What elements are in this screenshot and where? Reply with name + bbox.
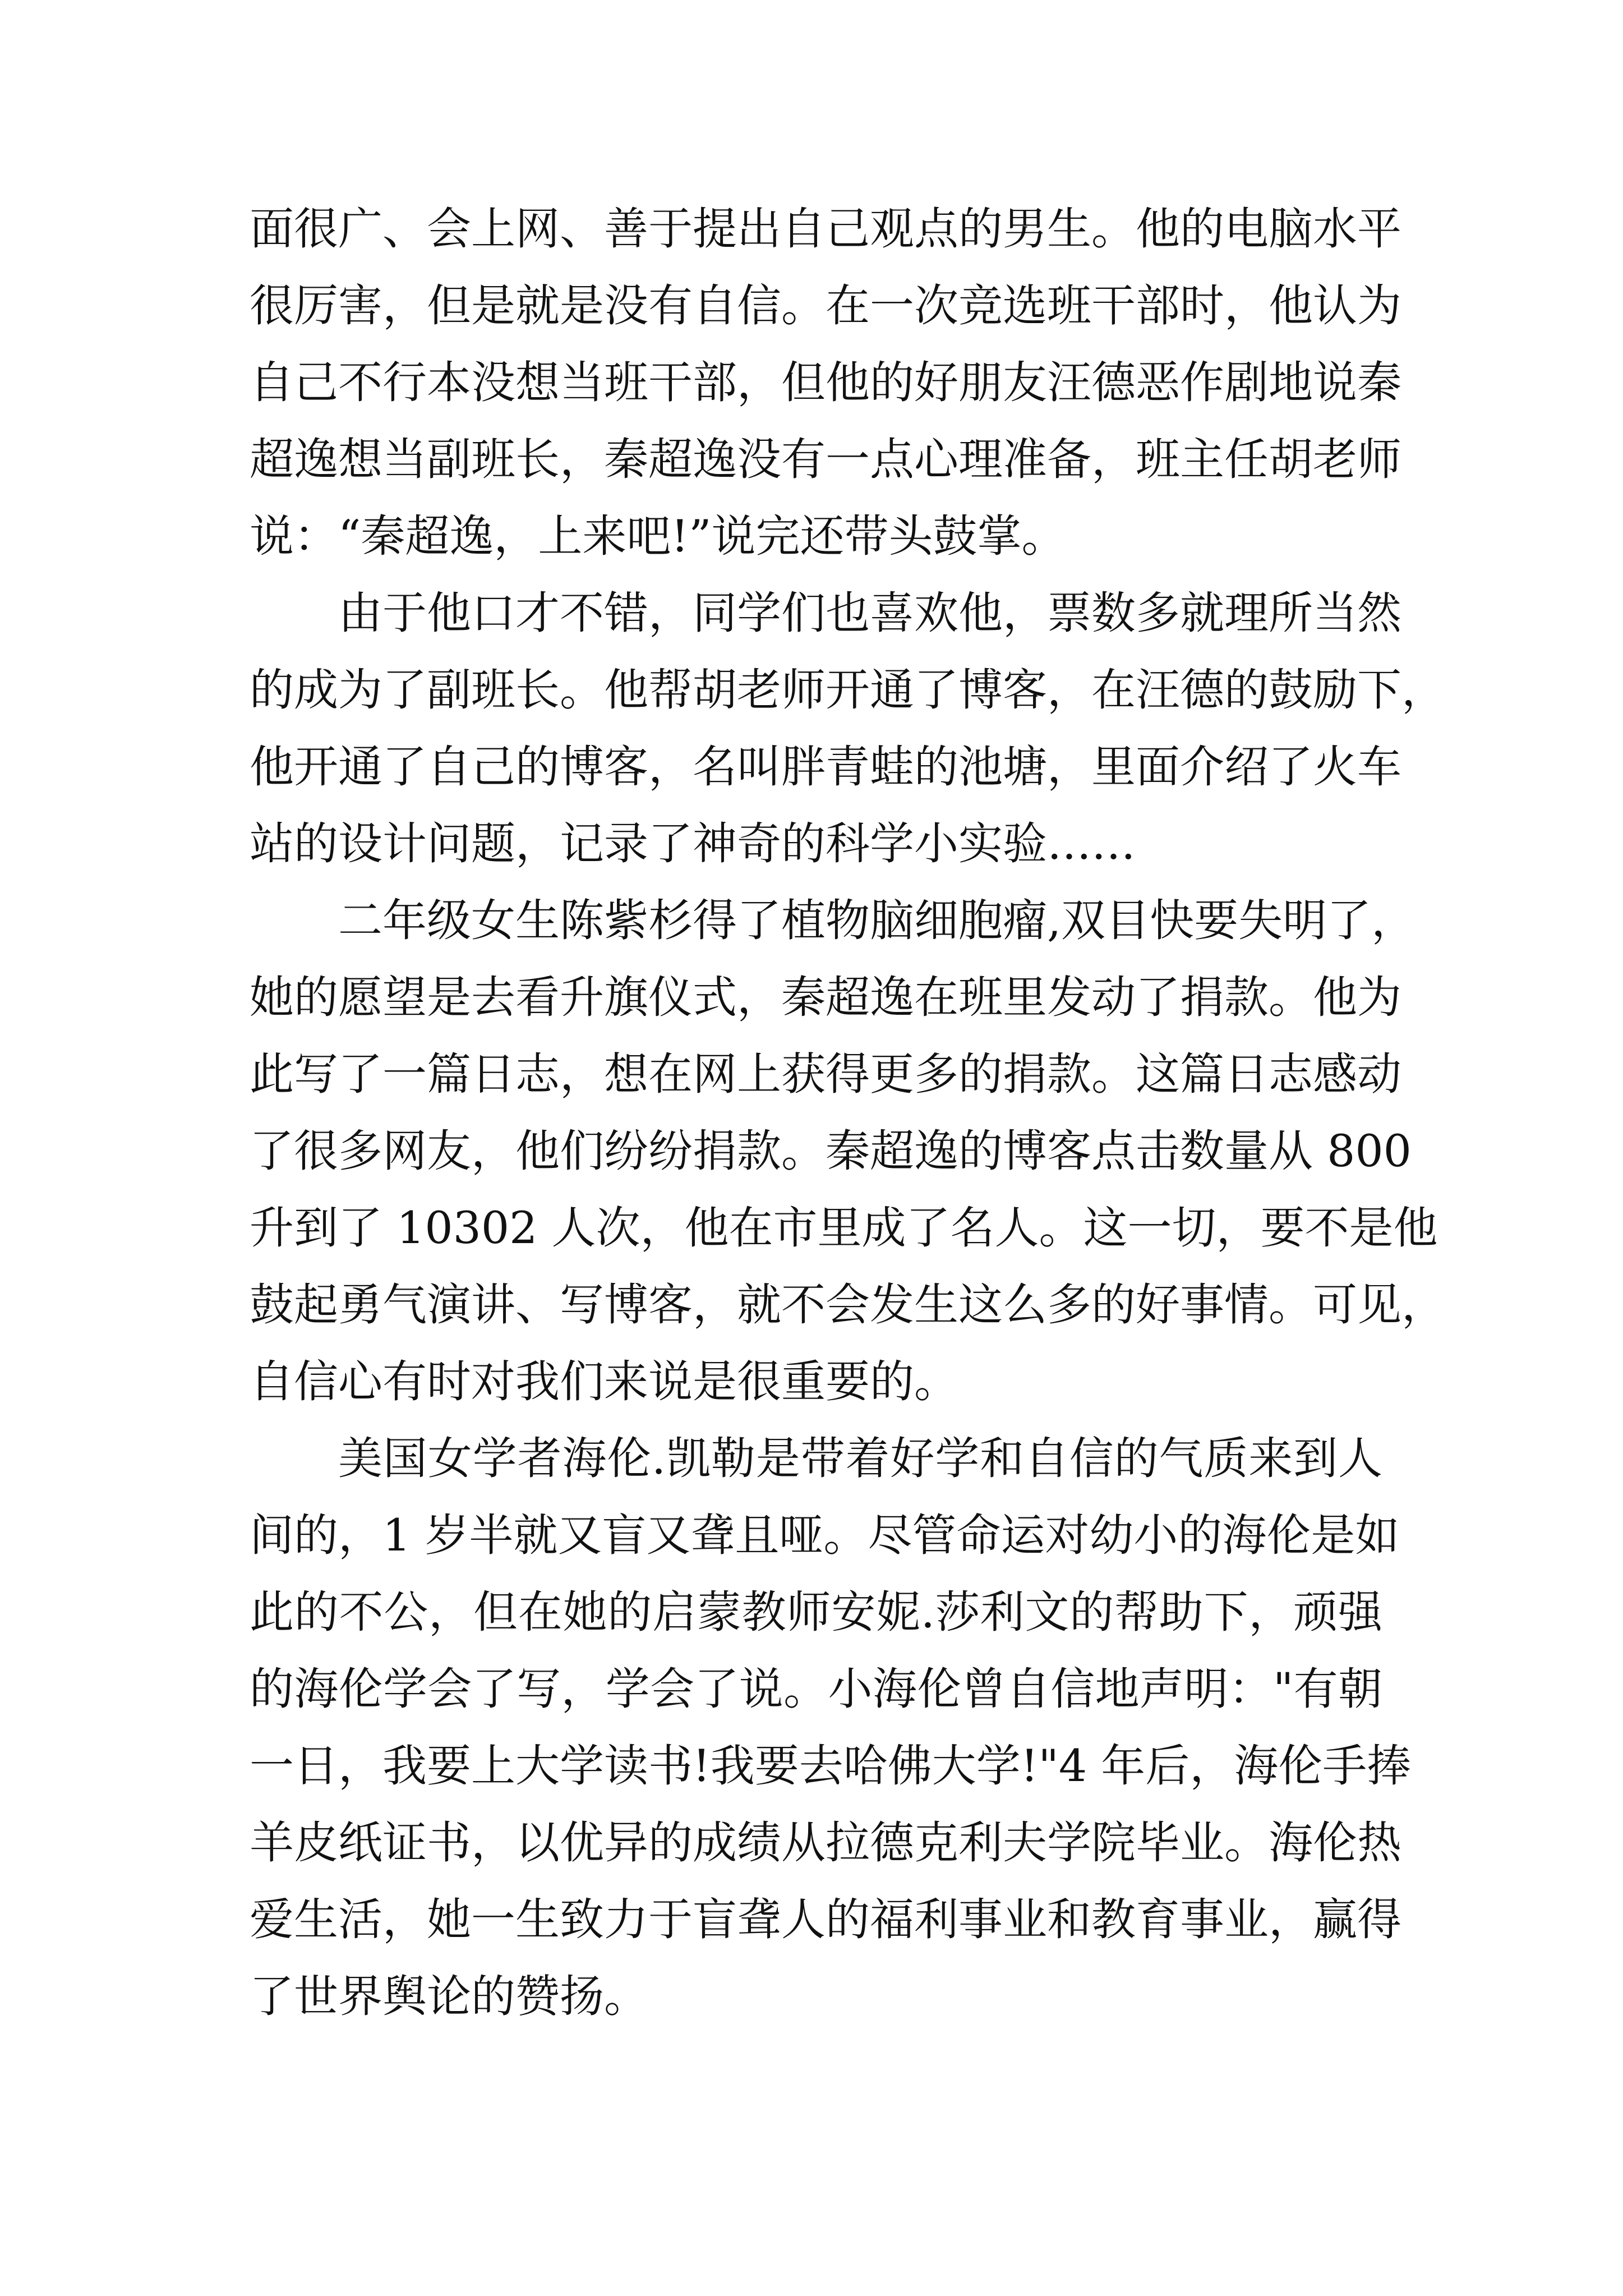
paragraph-continuation <box>250 191 1401 575</box>
text-line: 的成为了副班长。他帮胡老师开通了博客，在汪德的鼓励下， <box>250 664 1446 716</box>
paragraph-donation <box>250 882 1446 1420</box>
text-line: 此写了一篇日志，想在网上获得更多的捐款。这篇日志感动 <box>250 1048 1401 1100</box>
text-line: 自己不行本没想当班干部，但他的好朋友汪德恶作剧地说秦 <box>250 357 1401 408</box>
text-line: 的海伦学会了写，学会了说。小海伦曾自信地声明："有朝 <box>250 1663 1382 1715</box>
text-line: 了世界舆论的赞扬。 <box>250 1971 648 2022</box>
text-line: 间的，1 岁半就又盲又聋且哑。尽管命运对幼小的海伦是如 <box>250 1510 1400 1561</box>
text-line: 说：“秦超逸，上来吧!”说完还带头鼓掌。 <box>250 510 1066 562</box>
text-line: 羊皮纸证书，以优异的成绩从拉德克利夫学院毕业。海伦热 <box>250 1817 1401 1869</box>
text-line: 二年级女生陈紫杉得了植物脑细胞瘤,双目快要失明了， <box>338 895 1416 946</box>
text-line: 站的设计问题，记录了神奇的科学小实验…… <box>250 818 1136 869</box>
paragraph-vice-monitor <box>250 575 1446 882</box>
text-line: 超逸想当副班长，秦超逸没有一点心理准备，班主任胡老师 <box>250 434 1401 485</box>
text-line: 由于他口才不错，同学们也喜欢他，票数多就理所当然 <box>338 587 1401 639</box>
article-body <box>250 191 1446 2035</box>
text-line: 很厉害，但是就是没有自信。在一次竞选班干部时，他认为 <box>250 280 1401 332</box>
text-line: 爱生活，她一生致力于盲聋人的福利事业和教育事业，赢得 <box>250 1894 1401 1945</box>
paragraph-helen-keller <box>250 1420 1412 2035</box>
text-line: 一日，我要上大学读书!我要去哈佛大学!"4 年后，海伦手捧 <box>250 1740 1412 1792</box>
text-line: 她的愿望是去看升旗仪式，秦超逸在班里发动了捐款。他为 <box>250 972 1401 1023</box>
text-line: 此的不公，但在她的启蒙教师安妮.莎利文的帮助下，顽强 <box>250 1586 1382 1638</box>
text-line: 升到了 10302 人次，他在市里成了名人。这一切，要不是他 <box>250 1202 1438 1254</box>
text-line: 了很多网友，他们纷纷捐款。秦超逸的博客点击数量从 800 <box>250 1125 1412 1177</box>
text-line: 鼓起勇气演讲、写博客，就不会发生这么多的好事情。可见， <box>250 1279 1446 1331</box>
text-line: 面很广、会上网、善于提出自己观点的男生。他的电脑水平 <box>250 203 1401 255</box>
text-line: 他开通了自己的博客，名叫胖青蛙的池塘，里面介绍了火车 <box>250 741 1401 793</box>
text-line: 美国女学者海伦.凯勒是带着好学和自信的气质来到人 <box>338 1433 1382 1484</box>
text-line: 自信心有时对我们来说是很重要的。 <box>250 1356 958 1407</box>
